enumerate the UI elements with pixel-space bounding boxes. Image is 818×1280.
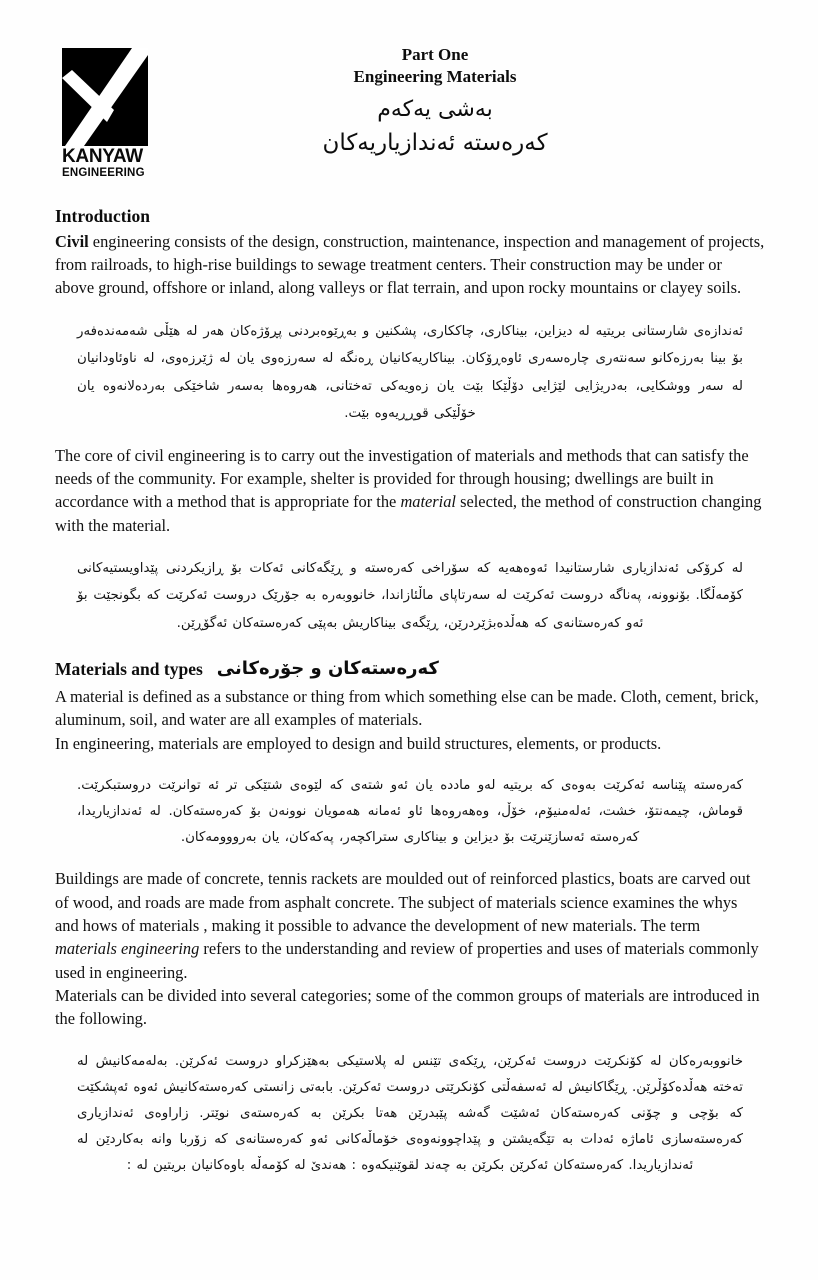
paragraph-lead-word: Civil	[55, 231, 89, 251]
heading-introduction: Introduction	[55, 206, 150, 226]
heading-materials-and-types: Materials and types	[55, 659, 203, 680]
paragraph-materials-engineering-use: In engineering, materials are employed to design and build structures, elements, or products.	[55, 733, 662, 753]
paragraph-materials-examples	[55, 867, 765, 983]
paragraph-closing-part2: refers to the understanding and review of properties and uses of materials commonly used in engineering.	[55, 939, 759, 982]
document-title-block	[200, 44, 670, 159]
paragraph-introduction-text: engineering consists of the design, construction, maintenance, inspection and management of projects, from railroads, to high-rise buildings to sewage treatment centers. Their construction may be under or above ground, offshore or inland, along valleys or flat terrain, and upon rocky mountains or clayey soils.	[55, 231, 765, 298]
paragraph-closing-part1: Buildings are made of concrete, tennis rackets are moulded out of reinforced plastics, boats are carved out of wood, and roads are made from asphalt concrete. The subject of materials science examines the whys and hows of materials , making it possible to advance the development of new materials. The term	[55, 869, 751, 936]
logo-company-subtitle: ENGINEERING	[62, 167, 145, 179]
part-title-line2: Engineering Materials	[353, 66, 517, 86]
part-title-kurdish-line1: بەشی یەکەم	[377, 96, 493, 122]
paragraph-core-engineering	[55, 444, 765, 537]
kanyaw-k-monogram-icon	[62, 48, 148, 146]
paragraph-material-definition: A material is defined as a substance or thing from which something else can be made. Cloth, cement, brick, aluminum, soil, and water are all examples of materials.	[55, 687, 759, 730]
part-title-line1: Part One	[401, 45, 469, 64]
emphasis-material: material	[400, 492, 456, 512]
kurdish-paragraph-materials: کەرەستە پێناسە ئەکرێت بەوەی کە بریتیە لەو ماددە یان ئەو شتەی کە لێوەی شتێکی تر ئە توانرێت دروستبکرێت. قوماش، چیمەنتۆ، خشت، ئەلەمنیۆم، خۆڵ، وەهەروەها ئاو ئەمانە هەمویان نوونەن بۆ کەرەستەکان. لە ئەندازیاریدا، کەرەستە ئەسازێنرێت بۆ دیزاین و بیناکاری ستراکچەر، پەکەکان، یان بەرووومەکان.	[77, 778, 743, 846]
kurdish-paragraph-closing: خانووبەرەکان لە کۆنکرێت دروست ئەکرێن، ڕێکەی تێنس لە پلاستیکی بەهێزکراو دروست ئەکرێن. بەلەمەکانیش لە تەختە هەڵدەکۆڵرێن. ڕێگاکانیش لە ئەسفەڵتی کۆنکرێتی دروست ئەکرێن. بابەتی زانستی کەرەستەکانیش ئەوە ئەپشکێت کە بۆچی و چۆنی کەرەستەکان ئەشێت گەشە پێبدرێن هەتا بکرێن بە کەرەستەی نوێتر. زاراوەی ئەندازیاری کەرەستەسازی ئاماژە ئەدات بە تێگەیشتن و پێداچوونەوەی خۆماڵەکانی ئەو کەرەستانەی کە زۆربا وانە بەکاردێن لە ئەندازیاریدا. کەرەستەکان ئەکرێن بکرێن بە چەند لقوێنیکەوە : هەندێ لە کۆمەڵە باوەکانیان بریتین لە :	[77, 1053, 743, 1174]
emphasis-materials-engineering: materials engineering	[55, 939, 200, 959]
paragraph-core-part1: The core of civil engineering is to carry out the investigation of materials and methods that can satisfy the needs of the community. For example, shelter is provided for through housing; dwellings are built in accordance with a method that is appropriate for the	[55, 445, 749, 512]
kurdish-paragraph-core: لە کرۆکی ئەندازیاری شارستانیدا ئەوەهەیە کە سۆراخی کەرەستە و ڕێگەکانی ئەکات بۆ ڕازیکردنی پێداویستیەکانی کۆمەڵگا. بۆنوونە، پەناگە دروست ئەکرێت لە سەرتاپای ماڵئازاندا، خانووبەرە بە جۆرێک دروست ئەکرێت کە بگونجێت بۆ ئەو کەرەستانەی کە هەڵدەبژێردرێن، ڕێگەی بیناکاریش بەپێی کەرەستەکان ئەگۆڕێن.	[77, 560, 743, 631]
paragraph-material-categories: Materials can be divided into several categories; some of the common groups of materials are introduced in the following.	[55, 985, 760, 1029]
logo-company-name: KANYAW	[62, 146, 143, 167]
part-title-kurdish-line2: کەرەستە ئەندازیاریەکان	[322, 130, 548, 157]
company-logo	[62, 48, 154, 180]
document-body	[55, 206, 765, 1179]
heading-materials-and-types-row	[55, 659, 765, 681]
paragraph-introduction	[55, 230, 765, 300]
paragraph-core-part2: selected, the method of construction changing with the material.	[55, 492, 762, 535]
page-header	[0, 44, 818, 194]
heading-materials-and-types-kurdish: کەرەستەکان و جۆرەکانی	[216, 658, 439, 680]
kurdish-paragraph-introduction: ئەندازەی شارستانی بریتیە لە دیزاین، بیناکاری، چاککاری، پشکنین و بەڕێوەبردنی پڕۆژەکان هەر لە هێڵی شەمەندەفەر بۆ بینا بەرزەکانو سەنتەری چارەسەری ئاوەڕۆکان. بیناکاریەکانیان ڕەنگە لە سەرزەوی یان لە ژێرزەوی، لە ناوئاودانیان لە سەر ووشکایی، بەدریژایی لێژایی دۆڵێکا بێت یان زەویەکی تەختانی، هەروەها بەسەر شاخێکی بەردەلانەوە یان خۆڵێکی قوڕڕیەوە بێت.	[77, 323, 743, 422]
